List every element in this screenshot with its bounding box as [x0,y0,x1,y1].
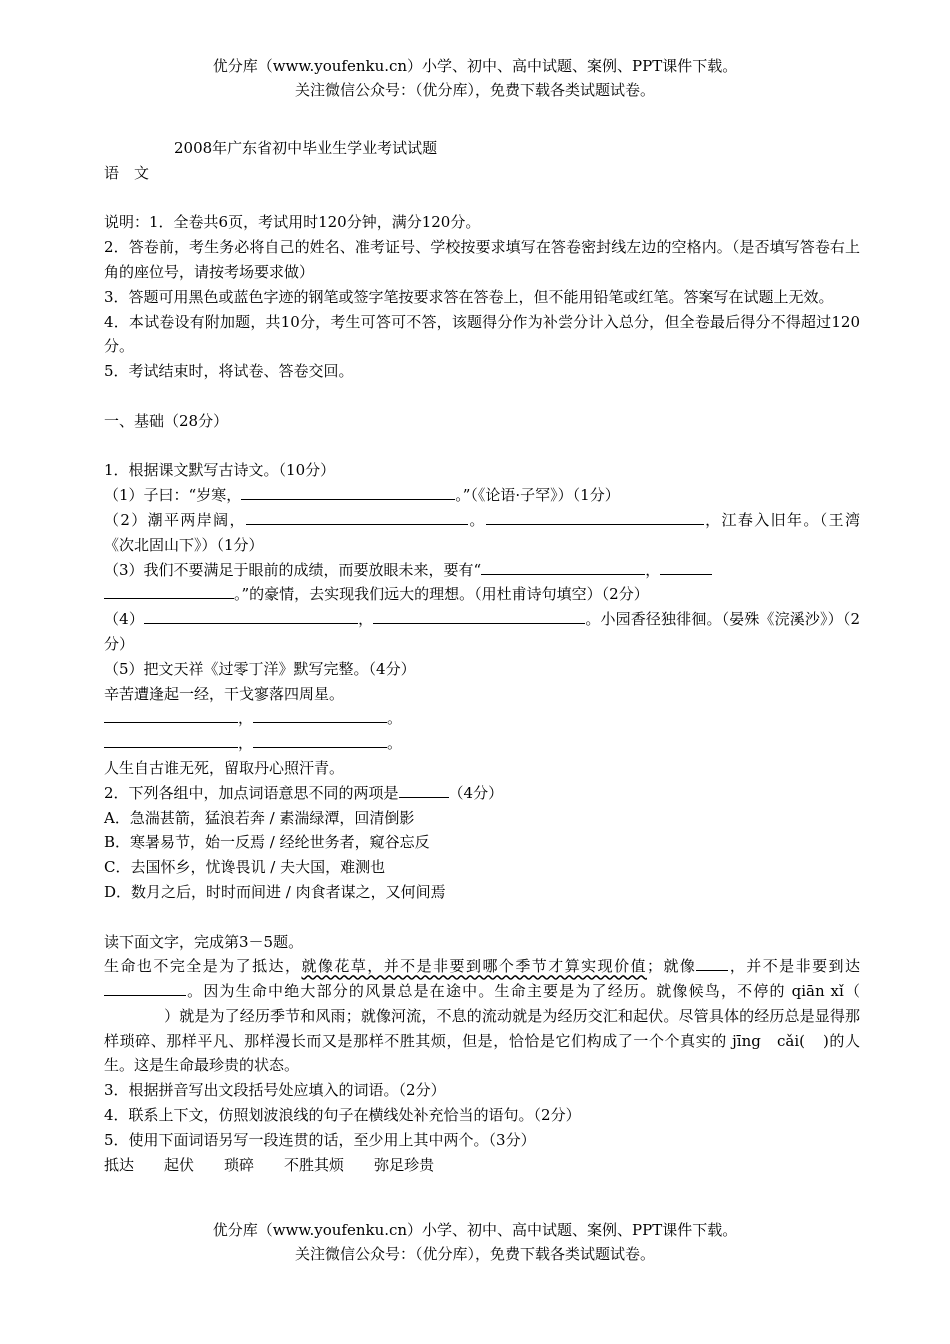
answer-blank[interactable] [660,559,712,575]
exam-content [104,136,860,1177]
word-item: 琐碎 [224,1155,255,1174]
q2-option-d: D．数月之后，时时而间进 / 肉食者谋之，又何间焉 [104,882,446,901]
word-item: 抵达 [104,1155,135,1174]
answer-blank[interactable] [253,732,387,748]
answer-blank[interactable] [104,980,186,996]
q1-stem: 1．根据课文默写古诗文。（10分） [104,461,336,480]
reading-passage: 生命也不完全是为了抵达，就像花草，并不是非要到哪个季节才算实现价值；就像 ，并不是非要到达。因为生命中绝大部分的风景总是在途中。生命主要是为了经历。就像候鸟，不停的 qiān xǐ（）就是为了经历季节和风雨；就像河流，不息的流动就是为经历交汇和起伏。尽管具体的经历总是显得那样琐碎、那样平凡、那样漫长而又是那样不胜其烦，但是，恰恰是它们构成了一个个真实的 jīng cǎi( )的人生。这是生命最珍贵的状态。 [104,957,860,1075]
instruction-1: 说明：1．全卷共6页，考试用时120分钟，满分120分。 [104,213,481,232]
page-header [0,54,950,102]
answer-blank[interactable] [246,509,468,525]
answer-blank[interactable] [104,707,238,723]
poem-line-4: 人生自古谁无死，留取丹心照汗青。 [104,758,345,777]
answer-blank[interactable] [399,782,449,798]
word-list [104,1153,860,1178]
instruction-3: 3．答题可用黑色或蓝色字迹的钢笔或签字笔按要求答在答卷上，但不能用铅笔或红笔。答案写在试题上无效。 [104,287,834,306]
footer-line-1: 优分库（www.youfenku.cn）小学、初中、高中试题、案例、PPT课件下载。 [212,1221,738,1239]
q1-sub4: （4） ， 。小园香径独徘徊。（晏殊《浣溪沙》）（2分） [104,610,860,653]
footer-line-2: 关注微信公众号：（优分库），免费下载各类试题试卷。 [294,1245,655,1263]
q2-option-c: C．去国怀乡，忧谗畏讥 / 夫大国，难测也 [104,858,386,877]
answer-blank[interactable] [253,707,387,723]
q2-option-b: B．寒暑易节，始一反焉 / 经纶世务者，窥谷忘反 [104,833,430,852]
answer-blank[interactable] [104,732,238,748]
q5: 5．使用下面词语另写一段连贯的话，至少用上其中两个。（3分） [104,1130,536,1149]
q2-option-a: A．急湍甚箭，猛浪若奔 / 素湍绿潭，回清倒影 [104,808,415,827]
poem-line-3: ， 。 [104,731,860,756]
answer-blank[interactable] [696,955,728,971]
poem-line-1: 辛苦遭逢起一经，干戈寥落四周星。 [104,684,345,703]
answer-blank[interactable] [373,608,585,624]
answer-blank[interactable] [481,559,645,575]
answer-blank[interactable] [486,509,704,525]
section-heading: 一、基础（28分） [104,411,229,430]
answer-blank[interactable] [104,583,234,599]
reading-intro: 读下面文字，完成第3－5题。 [104,932,304,951]
instruction-4: 4．本试卷设有附加题，共10分，考生可答可不答，该题得分作为补尝分计入总分，但全卷最后得分不得超过120分。 [104,312,860,356]
header-line-1: 优分库（www.youfenku.cn）小学、初中、高中试题、案例、PPT课件下载。 [212,57,738,75]
q2-stem: 2．下列各组中，加点词语意思不同的两项是 （4分） [104,783,504,802]
instruction-2: 2．答卷前，考生务必将自己的姓名、准考证号、学校按要求填写在答卷密封线左边的空格内。（是否填写答卷右上角的座位号，请按考场要求做） [104,238,860,281]
wavy-sentence: 就像花草，并不是非要到哪个季节才算实现价值 [301,957,647,976]
header-line-2: 关注微信公众号：（优分库），免费下载各类试题试卷。 [294,81,655,99]
q3: 3．根据拼音写出文段括号处应填入的词语。（2分） [104,1081,446,1100]
q1-sub2: （2）潮平两岸阔， 。 ，江春入旧年。（王湾《次北固山下》）（1分） [104,510,860,554]
q4: 4．联系上下文，仿照划波浪线的句子在横线处补充恰当的语句。（2分） [104,1106,581,1125]
q1-sub3: （3）我们不要满足于眼前的成绩，而要放眼未来，要有“ ， 。”的豪情，去实现我们远大的理想。（用杜甫诗句填空）（2分） [104,558,860,608]
poem-line-2: ， 。 [104,706,860,731]
answer-blank[interactable] [144,608,358,624]
page-footer [0,1218,950,1266]
word-item: 弥足珍贵 [374,1155,435,1174]
q1-sub5: （5）把文天祥《过零丁洋》默写完整。（4分） [104,659,416,678]
instruction-5: 5．考试结束时，将试卷、答卷交回。 [104,362,354,381]
q1-sub1: （1）子曰：“岁寒， 。”（《论语·子罕》）（1分） [104,486,620,505]
exam-title: 2008年广东省初中毕业生学业考试试题 [174,139,438,157]
word-item: 起伏 [164,1155,195,1174]
word-item: 不胜其烦 [284,1155,345,1174]
subject-label: 语 文 [104,163,150,182]
answer-blank[interactable] [241,484,455,500]
